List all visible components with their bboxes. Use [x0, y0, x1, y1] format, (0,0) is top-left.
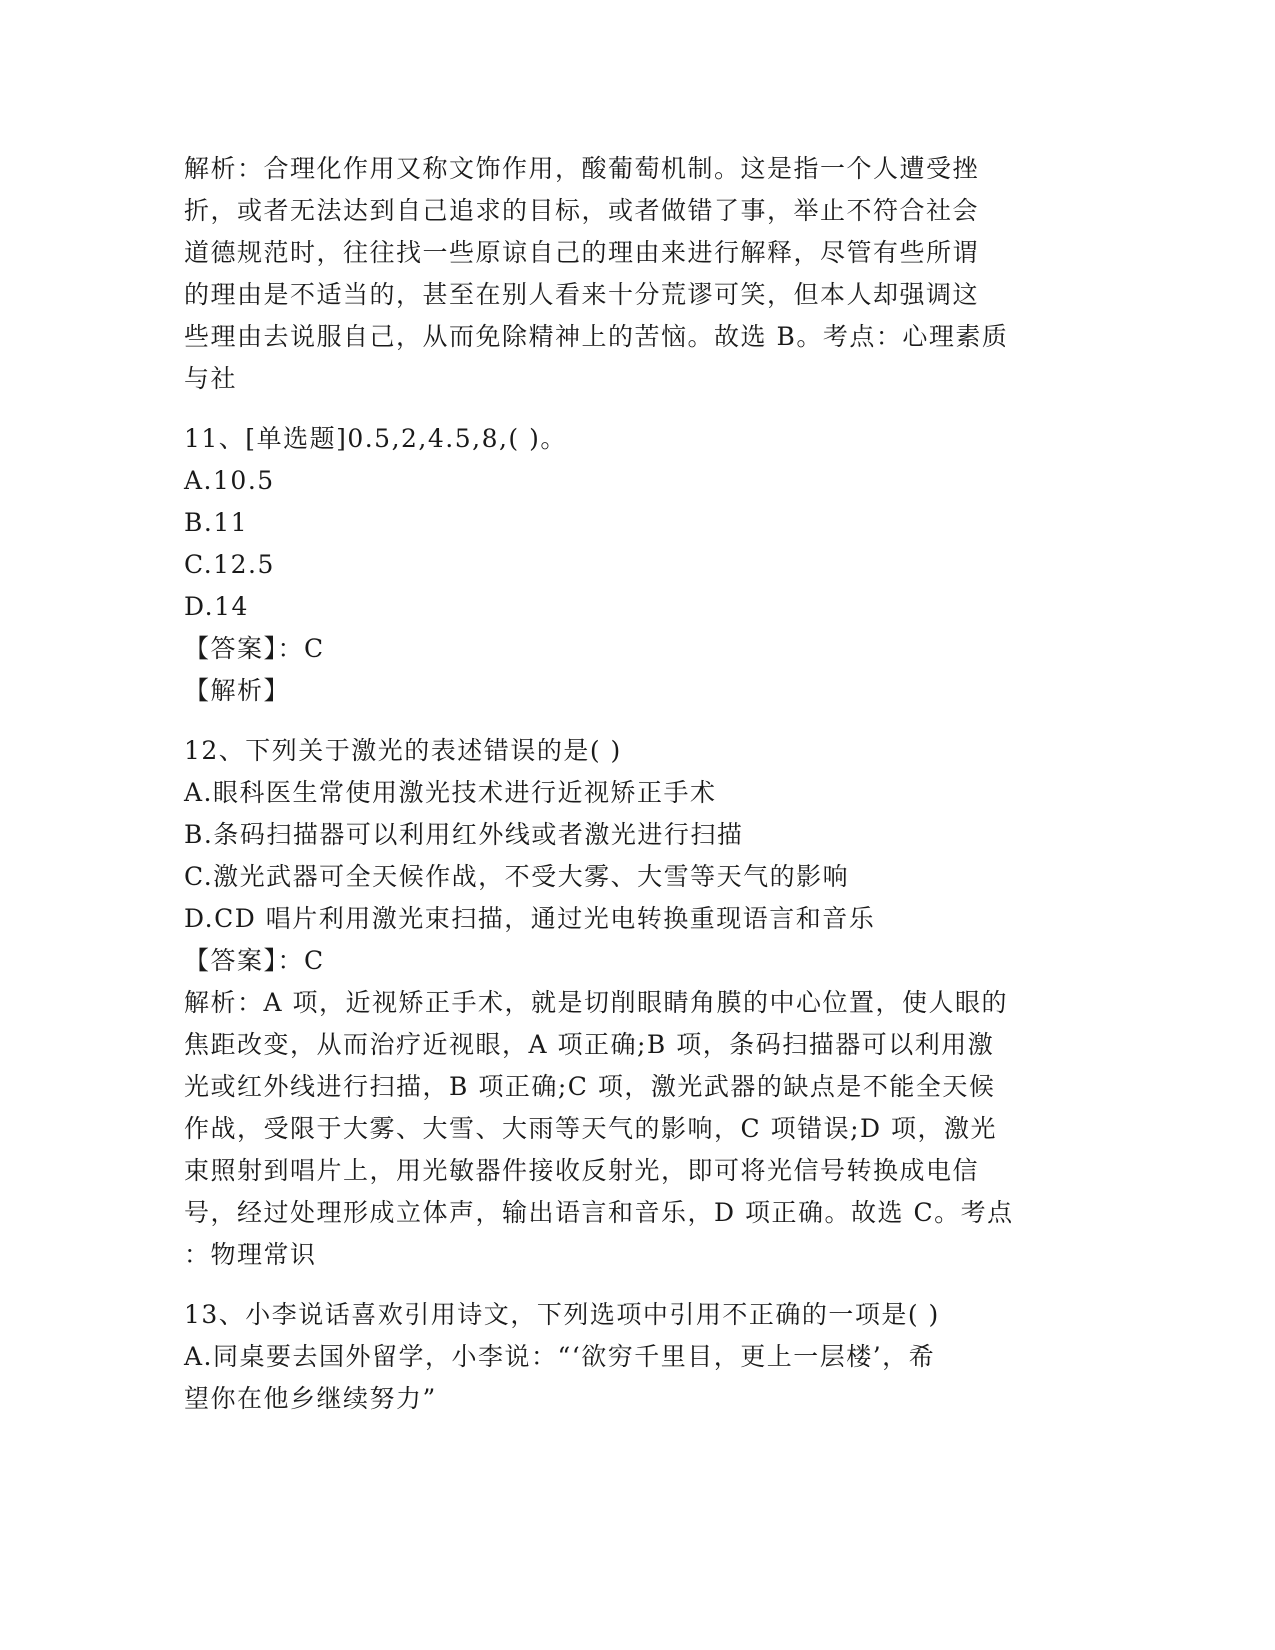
option-c: C.12.5 — [184, 550, 275, 579]
paragraph-gap — [184, 1276, 1084, 1294]
explanation-line: 号，经过处理形成立体声，输出语言和音乐，D 项正确。故选 C。考点 — [184, 1198, 1014, 1227]
text-line: 道德规范时，往往找一些原谅自己的理由来进行解释，尽管有些所谓 — [184, 238, 980, 267]
option-d: D.14 — [184, 592, 249, 621]
question-stem: 12、下列关于激光的表述错误的是( ) — [184, 736, 622, 765]
question-stem: 13、小李说话喜欢引用诗文，下列选项中引用不正确的一项是( ) — [184, 1300, 940, 1329]
explanation-line: 光或红外线进行扫描，B 项正确;C 项，激光武器的缺点是不能全天候 — [184, 1072, 996, 1101]
question-stem: 11、[单选题]0.5,2,4.5,8,( )。 — [184, 424, 567, 453]
option-a: A.10.5 — [184, 466, 275, 495]
answer-line: 【答案】：C — [184, 946, 325, 975]
text-line: 的理由是不适当的，甚至在别人看来十分荒谬可笑，但本人却强调这 — [184, 280, 980, 309]
explanation-line: 作战，受限于大雾、大雪、大雨等天气的影响，C 项错误;D 项，激光 — [184, 1114, 997, 1143]
document-page — [184, 148, 1084, 1420]
option-b: B.11 — [184, 508, 249, 537]
option-a: A.眼科医生常使用激光技术进行近视矫正手术 — [184, 778, 717, 807]
question-11 — [184, 418, 1084, 712]
question-13 — [184, 1294, 1084, 1420]
explanation-heading: 【解析】 — [184, 676, 291, 705]
text-line: 与社 — [184, 364, 238, 393]
option-a-continued: 望你在他乡继续努力” — [184, 1384, 437, 1413]
option-b: B.条码扫描器可以利用红外线或者激光进行扫描 — [184, 820, 744, 849]
explanation-line: ：物理常识 — [184, 1240, 317, 1269]
option-a: A.同桌要去国外留学，小李说：“‘欲穷千里目，更上一层楼’，希 — [184, 1342, 936, 1371]
text-line: 折，或者无法达到自己追求的目标，或者做错了事，举止不符合社会 — [184, 196, 980, 225]
question-12 — [184, 730, 1084, 1276]
explanation-line: 束照射到唱片上，用光敏器件接收反射光，即可将光信号转换成电信 — [184, 1156, 980, 1185]
answer-line: 【答案】：C — [184, 634, 325, 663]
paragraph-gap — [184, 400, 1084, 418]
option-d: D.CD 唱片利用激光束扫描，通过光电转换重现语言和音乐 — [184, 904, 876, 933]
text-line: 些理由去说服自己，从而免除精神上的苦恼。故选 B。考点：心理素质 — [184, 322, 1009, 351]
text-line: 解析：合理化作用又称文饰作用，酸葡萄机制。这是指一个人遭受挫 — [184, 154, 980, 183]
option-c: C.激光武器可全天候作战，不受大雾、大雪等天气的影响 — [184, 862, 850, 891]
explanation-line: 焦距改变，从而治疗近视眼，A 项正确;B 项，条码扫描器可以利用激 — [184, 1030, 995, 1059]
paragraph-gap — [184, 712, 1084, 730]
explanation-line: 解析：A 项，近视矫正手术，就是切削眼睛角膜的中心位置，使人眼的 — [184, 988, 1009, 1017]
explanation-block — [184, 148, 1084, 400]
